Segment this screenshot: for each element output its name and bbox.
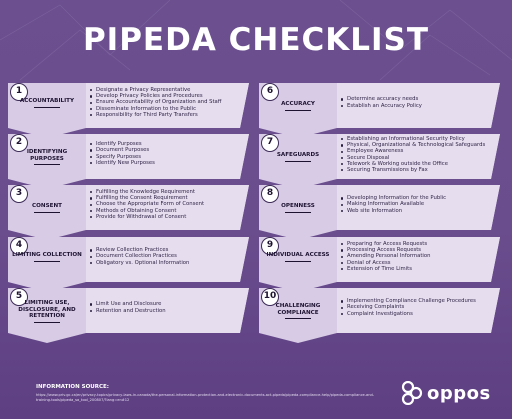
item-list [341, 96, 422, 108]
list-item: Methods of Obtaining Consent [90, 208, 204, 214]
step-label: INDIVIDUAL ACCESS [263, 252, 333, 262]
list-item: Processing Access Requests [341, 247, 431, 253]
card-arrow-tip [259, 179, 337, 193]
checklist-card [259, 83, 500, 128]
step-label: ACCOUNTABILITY [12, 98, 82, 108]
list-item: Retention and Destruction [90, 308, 166, 314]
step-number: 9 [261, 237, 279, 255]
item-list [341, 241, 431, 272]
source-title: INFORMATION SOURCE: [36, 384, 109, 390]
list-item: Receiving Complaints [341, 304, 476, 310]
list-item: Web site Information [341, 208, 446, 214]
list-item: Choose the Appropriate Form of Consent [90, 201, 204, 207]
list-item: Employee Awareness [341, 148, 485, 154]
item-list [341, 136, 485, 173]
step-number: 7 [261, 134, 279, 152]
list-item: Provide for Withdrawal of Consent [90, 214, 204, 220]
list-item: Obligatory vs. Optional Information [90, 260, 189, 266]
oppos-logo [401, 381, 491, 405]
item-list [341, 298, 476, 317]
list-item: Review Collection Practices [90, 247, 189, 253]
list-item: Identify New Purposes [90, 160, 155, 166]
list-item: Specify Purposes [90, 154, 155, 160]
list-item: Responsibility for Third Party Transfers [90, 112, 221, 118]
list-item: Fulfilling the Consent Requirement [90, 195, 204, 201]
list-item: Amending Personal Information [341, 253, 431, 259]
list-item: Establish an Accuracy Policy [341, 103, 422, 109]
step-number: 1 [10, 83, 28, 101]
item-list [90, 301, 166, 313]
card-arrow-tip [259, 128, 337, 142]
card-arrow-tip [8, 230, 86, 244]
step-label: CHALLENGING COMPLIANCE [263, 303, 333, 319]
step-label: ACCURACY [263, 101, 333, 111]
item-list [90, 141, 155, 166]
card-arrow-tip [8, 179, 86, 193]
step-number: 6 [261, 83, 279, 101]
list-item: Determine accuracy needs [341, 96, 422, 102]
list-item: Document Collection Practices [90, 253, 189, 259]
checklist-card [8, 83, 249, 128]
list-item: Identify Purposes [90, 141, 155, 147]
list-item: Making Information Available [341, 201, 446, 207]
list-item: Implementing Compliance Challenge Procedures [341, 298, 476, 304]
card-arrow-tip [8, 128, 86, 142]
source-link[interactable]: https://www.priv.gc.ca/en/privacy-topics/privacy-laws-in-canada/the-personal-information-protection-and-electronic-documents-act-pipeda/pipeda-compliance-help/pipeda-compliance-and-training-tools/pipeda_sa_tool_200807/?lang=en#12 [36, 393, 375, 402]
list-item: Develop Privacy Policies and Procedures [90, 93, 221, 99]
list-item: Designate a Privacy Representative [90, 87, 221, 93]
list-item: Preparing for Access Requests [341, 241, 431, 247]
list-item: Fulfilling the Knowledge Requirement [90, 189, 204, 195]
step-label: LIMITING COLLECTION [12, 252, 82, 262]
item-list [90, 247, 189, 266]
list-item: Denial of Access [341, 260, 431, 266]
list-item: Telework & Working outside the Office [341, 161, 485, 167]
card-arrow-tip [259, 230, 337, 244]
step-number: 8 [261, 185, 279, 203]
list-item: Ensure Accountability of Organization and Staff [90, 99, 221, 105]
card-arrow-tip [259, 333, 337, 347]
item-list [341, 195, 446, 214]
logo-text: oppos [427, 382, 491, 404]
step-number: 10 [261, 288, 279, 306]
list-item: Extension of Time Limits [341, 266, 431, 272]
oppos-logo-icon [401, 381, 423, 405]
card-arrow-tip [8, 333, 86, 347]
step-label: IDENTIFYING PURPOSES [12, 149, 82, 165]
list-item: Establishing an Informational Security Policy [341, 136, 485, 142]
list-item: Limit Use and Disclosure [90, 301, 166, 307]
step-label: LIMITING USE, DISCLOSURE, AND RETENTION [12, 300, 82, 323]
step-number: 5 [10, 288, 28, 306]
item-list [90, 189, 204, 220]
step-label: CONSENT [12, 203, 82, 213]
card-arrow-tip [8, 282, 86, 296]
step-number: 3 [10, 185, 28, 203]
list-item: Secure Disposal [341, 155, 485, 161]
list-item: Complaint Investigations [341, 311, 476, 317]
step-label: OPENNESS [263, 203, 333, 213]
step-number: 2 [10, 134, 28, 152]
page-title: PIPEDA CHECKLIST [82, 22, 430, 58]
item-list [90, 87, 221, 118]
list-item: Securing Transmissions by Fax [341, 167, 485, 173]
list-item: Physical, Organizational & Technological Safeguards [341, 142, 485, 148]
list-item: Developing Information for the Public [341, 195, 446, 201]
list-item: Disseminate Information to the Public [90, 106, 221, 112]
step-label: SAFEGUARDS [263, 152, 333, 162]
list-item: Document Purposes [90, 147, 155, 153]
step-number: 4 [10, 237, 28, 255]
card-arrow-tip [259, 282, 337, 296]
